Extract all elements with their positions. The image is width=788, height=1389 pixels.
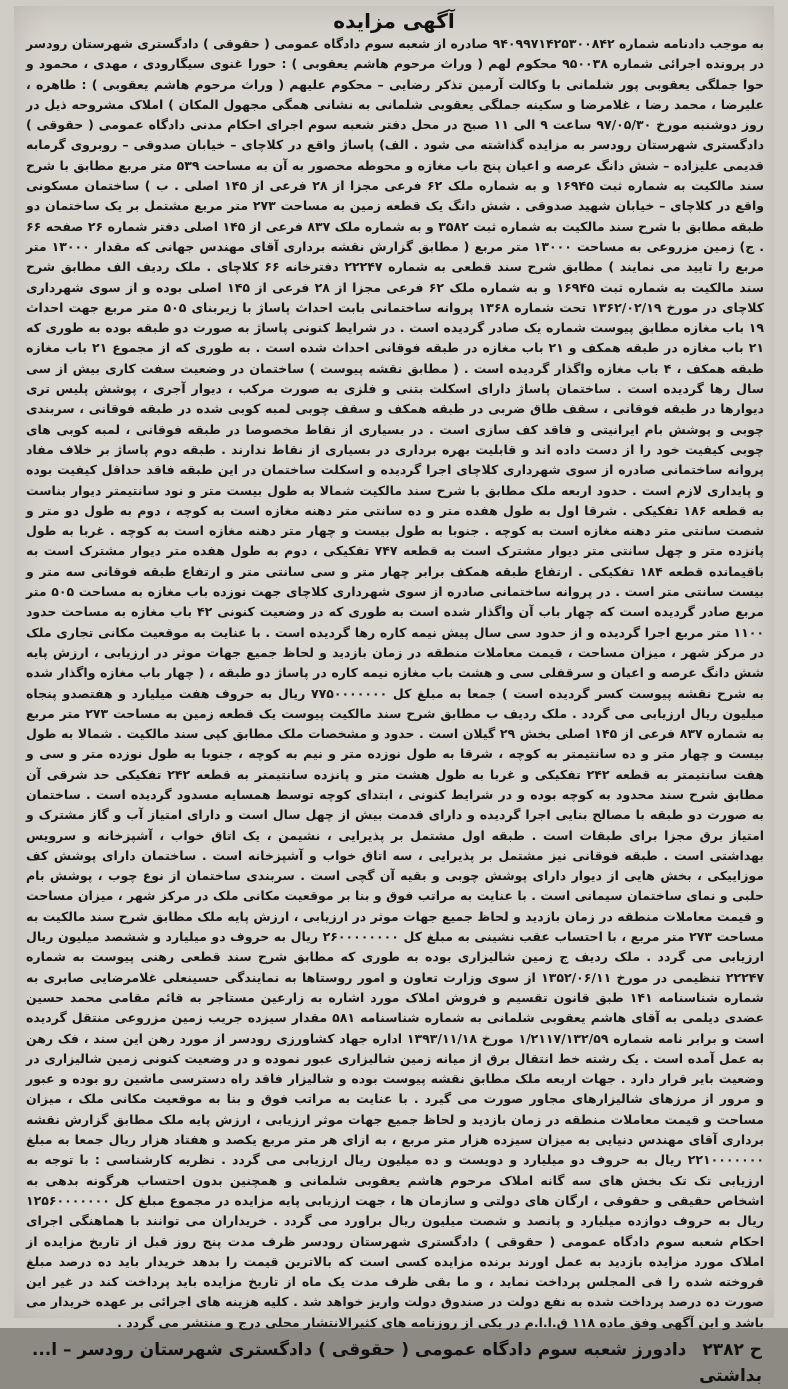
- notice-title: آگهی مزایده: [333, 9, 455, 33]
- notice-signature: دادورز شعبه سوم دادگاه عمومی ( حقوقی ) دادگستری شهرستان رودسر – ا...: [31, 1340, 687, 1360]
- notice-paragraph: به موجب دادنامه شماره ۹۴۰۹۹۷۱۴۲۵۳۰۰۸۴۲ صادره از شعبه سوم دادگاه عمومی ( حقوقی ) دادگستری شهرستان رودسر در پرونده اجرائی شماره ۹۵۰۰۳۸ محکوم لهم ( وراث مرحوم هاشم یعقوبی ) : حورا غنوی سیگارودی ، مهدی ، محمود و حوا جملگی یعقوبی پور شلمانی با وکالت آرمین تذکر رضایی – محکوم علیهم ( وراث مرحوم هاشم یعقوبی ) : طاهره ، علیرضا ، محمد رضا ، غلامرضا و سکینه جملگی یعقوبی شلمانی به نشانی همگی مجهول المکان ) املاک مشروحه ذیل در روز دوشنبه مورخ ۹۷/۰۵/۳۰ ساعت ۹ الی ۱۱ صبح در محل دفتر شعبه سوم اجرای احکام مدنی دادگاه عمومی ( حقوقی ) دادگستری شهرستان رودسر به مزایده گذاشته می شود . الف) پاساژ واقع در کلاچای – خیابان صدوقی – روبروی گرمابه قدیمی علیزاده – شش دانگ عرصه و اعیان پنج باب مغازه و محوطه محصور به آن به مساحت ۵۳۹ متر مربع مطابق با شرح سند مالکیت به شماره ثبت ۱۶۹۴۵ و به شماره ملک ۶۲ فرعی مجزا از ۲۸ فرعی از ۱۴۵ اصلی . ب ) ساختمان مسکونی واقع در کلاچای – خیابان شهید صدوقی . شش دانگ یک قطعه زمین به مساحت ۲۷۳ متر مربع مشتمل بر یک ساختمان دو طبقه مطابق با شرح سند مالکیت به شماره ثبت ۳۵۸۲ و به شماره ملک ۸۳۷ فرعی از ۱۴۵ اصلی دفتر شماره ۲۶ صفحه ۶۶ . ج) زمین مزروعی به مساحت ۱۳۰۰۰ متر مربع ( مطابق گزارش نقشه برداری آقای مهندس جهانی که مقدار ۱۳۰۰۰ متر مربع را تایید می نمایند ) مطابق شرح سند قطعی به شماره ۲۲۲۴۷ دفترخانه ۶۶ کلاچای . ملک ردیف الف مطابق شرح سند مالکیت به شماره ثبت ۱۶۹۴۵ و به شماره ملک ۶۲ فرعی مجزا از ۲۸ فرعی از ۱۴۵ اصلی بوده و از سوی شهرداری کلاچای در مورخ ۱۳۶۲/۰۲/۱۹ تحت شماره ۱۳۶۸ پروانه ساختمانی بابت احداث پاساژ با زیربنای ۵۰۵ متر مربع جهت احداث ۱۹ باب مغازه مطابق پیوست شماره یک صادر گردیده است . در شرایط کنونی پاساژ به صورت دو طبقه بوده به طوری که ۲۱ باب مغازه در طبقه همکف و ۲۱ باب مغازه در طبقه فوقانی احداث شده است . به طوری که از مجموع ۲۱ باب مغازه طبقه همکف ، ۴ باب مغازه واگذار گردیده است . ( مطابق نقشه پیوست ) ساختمان در وضعیت سفت کاری بیش از سی سال رها گردیده است . ساختمان پاساژ دارای اسکلت بتنی و فلزی به صورت مرکب ، دیوار آجری ، پوشش پلیس تری دیوارها در طبقه فوقانی ، سقف طاق ضربی در طبقه همکف و سقف چوبی لمبه کوبی شده در طبقه فوقانی ، سربندی چوبی و پوشش بام ایرانیتی و فاقد کف سازی است . در بسیاری از نقاط مخصوصا در طبقه فوقانی ، لمبه کوبی های چوبی کیفیت خود را از دست داده اند و قابلیت بهره برداری در بسیاری از نقاط ندارند . طبقه دوم پاساژ بر خلاف مفاد پروانه ساختمانی صادره از سوی شهرداری کلاچای اجرا گردیده و اسکلت ساختمان در این طبقه فاقد حداقل کیفیت بوده و پایداری لازم است . حدود اربعه ملک مطابق با شرح سند مالکیت شمالا به طول بیست متر و نود سانتیمتر دیوار بناست به قطعه ۱۸۶ تفکیکی . شرقا اول به طول هفده متر و ده سانتی متر دهنه مغازه است به کوچه ، دوم به طول دو متر و شصت سانتی متر دهنه مغازه است به کوچه . جنوبا به طول بیست و چهار متر دهنه مغازه است به کوچه . غربا به طول پانزده متر و چهل سانتی متر دیوار مشترک است به قطعه ۷۴۷ تفکیکی ، دوم به طول هفده متر دیوار مشترک است به باقیمانده قطعه ۱۸۴ تفکیکی . ارتفاع طبقه همکف برابر چهار متر و سی سانتی متر و ارتفاع طبقه فوقانی سه متر و بیست سانتی متر است . در پروانه ساختمانی صادره از سوی شهرداری کلاچای جهت نوزده باب مغازه به مساحت ۵۰۵ متر مربع صادر گردیده است که چهار باب آن واگذار شده است به طوری که در وضعیت کنونی ۴۲ باب مغازه به مساحت حدود ۱۱۰۰ متر مربع اجرا گردیده و از حدود سی سال پیش نیمه کاره رها گردیده است . با عنایت به موقعیت مکانی تجاری ملک در مرکز شهر ، میزان مساحت ، قیمت معاملات منطقه در زمان بازدید و لحاظ جمیع جهات موثر در ارزیابی ، ارزش پایه شش دانگ عرصه و اعیان و سرقفلی سی و هشت باب مغازه نیمه کاره در پاساژ دو طبقه ، ( چهار باب مغازه واگذار شده به شرح نقشه پیوست کسر گردیده است ) جمعا به مبلغ کل ۷۷۵۰۰۰۰۰۰۰ ریال به حروف هفت میلیارد و هفتصدو پنجاه میلیون ریال ارزیابی می گردد . ملک ردیف ب مطابق شرح سند مالکیت پیوست یک قطعه زمین به مساحت ۲۷۳ متر مربع به شماره ۸۳۷ فرعی از ۱۴۵ اصلی بخش ۲۹ گیلان است . حدود و مشخصات ملک مطابق کپی سند مالکیت . شمالا به طول بیست و چهار متر و ده سانتیمتر به کوچه ، شرقا به طول نوزده متر و نیم به کوچه ، جنوبا به طول نوزده متر و سی و هفت سانتیمتر به قطعه ۲۴۲ تفکیکی و غربا به طول هشت متر و پانزده سانتیمتر به قطعه ۲۴۲ تفکیکی حد شرقی آن مطابق شرح سند محدود به کوچه بوده و در شرایط کنونی ، ابتدای کوچه توسط همسایه مسدود گردیده است . ساختمان به صورت دو طبقه با مصالح بنایی اجرا گردیده و دارای قدمت بیش از چهل سال است و دارای امتیاز آب و گاز مشترک و امتیاز برق مجزا برای طبقات است . طبقه اول مشتمل بر پذیرایی ، نشیمن ، یک اتاق خواب ، آشپزخانه و سرویس بهداشتی است . طبقه فوقانی نیز مشتمل بر پذیرایی ، سه اتاق خواب و آشپزخانه است . ساختمان دارای پوشش کف موزاییکی ، بخش هایی از دیوار دارای پوشش چوبی و بقیه آن گچی است . سربندی ساختمان از نوع چوب ، پوشش بام حلبی و نمای ساختمان سیمانی است . با عنایت به مراتب فوق و بنا بر موقعیت مکانی ملک در مرکز شهر ، میزان مساحت و قیمت معاملات منطقه در زمان بازدید و لحاظ جمیع جهات موثر در ارزیابی ، ارزش پایه ملک مطابق شرح سند مالکیت به مساحت ۲۷۳ متر مربع ، با احتساب عقب نشینی به مبلغ کل ۲۶۰۰۰۰۰۰۰۰ ریال به حروف دو میلیارد و ششصد میلیون ریال ارزیابی می گردد . ملک ردیف ج زمین شالیزاری بوده به طوری که مطابق شرح سند قطعی رهنی پیوست به شماره ۲۲۲۴۷ تنظیمی در مورخ ۱۳۵۲/۰۶/۱۱ از سوی وزارت تعاون و امور روستاها به نمایندگی حسینعلی غلامرضایی صابری به شماره شناسنامه ۱۴۱ طبق قانون تقسیم و فروش املاک مورد اشاره به زارعین مستاجر به قائم مقامی محمد حسین عضدی دیلمی به آقای هاشم یعقوبی شلمانی به شماره شناسنامه ۵۸۱ مقدار سیزده جریب زمین مزروعی منتقل گردیده است و برابر نامه شماره ۱/۲۱۱۷/۱۳۲/۵۹ مورخ ۱۳۹۳/۱۱/۱۸ اداره جهاد کشاورزی رودسر از مورد رهن این سند ، فک رهن به عمل آمده است . یک رشته خط انتقال برق از میانه زمین شالیزاری عبور نموده و در وضعیت کنونی زمین شالیزاری در وضعیت بایر قرار دارد . جهات اربعه ملک مطابق نقشه پیوست بوده و شالیزار فاقد راه دسترسی ماشین رو بوده و عبور و مرور از مرزهای شالیزارهای مجاور صورت می گیرد . با عنایت به مراتب فوق و بنا به موقعیت مکانی ملک ، میزان مساحت و قیمت معاملات منطقه در زمان بازدید و لحاظ جمیع جهات موثر ارزیابی ، ارزش پایه ملک مطابق گزارش نقشه برداری آقای مهندس دنیایی به میزان سیزده هزار متر مربع ، به ازای هر متر مربع یکصد و هفتاد هزار ریال جمعا به مبلغ ۲۲۱۰۰۰۰۰۰۰ ریال به حروف دو میلیارد و دویست و ده میلیون ریال ارزیابی می گردد . نظریه کارشناسی : با توجه به ارزیابی تک تک بخش های سه گانه املاک مرحوم هاشم یعقوبی شلمانی و همچنین بدون احتساب هرگونه بدهی به اشخاص حقیقی و حقوقی ، ارگان های دولتی و سازمان ها ، جهت ارزیابی پایه مزایده در مجموع مبلغ کل ۱۲۵۶۰۰۰۰۰۰۰ ریال به حروف دوازده میلیارد و پانصد و شصت میلیون ریال براورد می گردد . خریداران می توانند با هماهنگی اجرای احکام شعبه سوم دادگاه عمومی ( حقوقی ) دادگستری شهرستان رودسر ظرف مدت پنج روز قبل از تاریخ مزایده از املاک مورد مزایده بازدید به عمل اورند برنده مزایده کسی است که بالاترین قیمت را بدهد خریدار باید ده درصد مبلغ فروخته شده را فی المجلس پرداخت نماید ، و ما بقی ظرف مدت یک ماه از تاریخ مزایده باید پرداخت کند در غیر این صورت ده درصد پرداخت شده به نفع دولت در صندوق دولت واریز خواهد شد . کلیه هزینه های اجرائی بر عهده خریدار می باشد و این آگهی وفق ماده ۱۱۸ ق.ا.ا.م در یکی از روزنامه های کثیرالانتشار محلی درج و منتشر می گردد .: [26, 36, 765, 1330]
- notice-body: [14, 34, 774, 1333]
- notice-footer: [14, 1337, 774, 1389]
- notice-reference: ح ۲۳۸۲: [702, 1340, 762, 1360]
- notice-signature-name: بداشتی: [699, 1366, 762, 1386]
- newspaper-clipping: [14, 6, 774, 1386]
